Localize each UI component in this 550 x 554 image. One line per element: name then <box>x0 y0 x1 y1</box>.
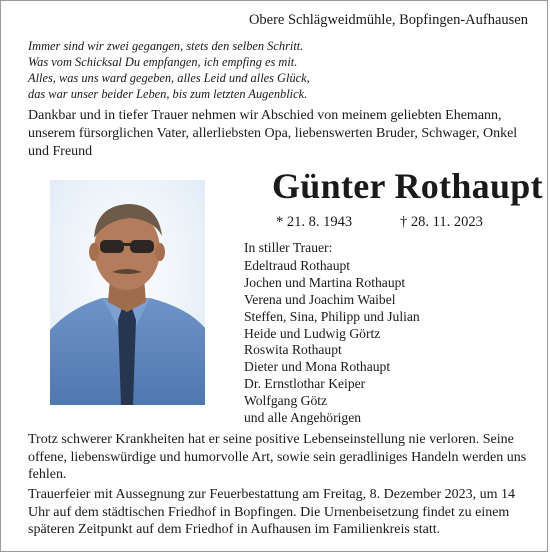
mourner-name: Steffen, Sina, Philipp und Julian <box>244 308 420 324</box>
poem-line: Immer sind wir zwei gegangen, stets den selben Schritt. <box>28 39 304 53</box>
poem-line: Alles, was uns ward gegeben, alles Leid und alles Glück, <box>28 71 310 85</box>
mourner-name: Verena und Joachim Waibel <box>244 291 396 307</box>
mourners-list <box>244 240 420 427</box>
poem-line: das war unser beider Leben, bis zum letzten Augenblick. <box>28 87 308 101</box>
portrait-illustration <box>50 180 205 405</box>
mourner-name: Heide und Ludwig Görtz <box>244 325 381 341</box>
mourner-name: Edeltraud Rothaupt <box>244 257 351 273</box>
closing-text: Trotz schwerer Krankheiten hat er seine positive Lebenseinstellung nie verloren. Seine offene, liebenswürdige und humorvolle Art, sowie sein geradliniges Handeln werden uns fehlen. <box>28 432 527 482</box>
deceased-name: Günter Rothaupt <box>272 166 543 206</box>
location-line: Obere Schlägweidmühle, Bopfingen-Aufhausen <box>248 12 528 28</box>
poem <box>28 38 468 102</box>
funeral-notice: Trauerfeier mit Aussegnung zur Feuerbestattung am Freitag, 8. Dezember 2023, um 14 Uhr auf dem städtischen Friedhof in Bopfingen. Die Urnenbeisetzung findet zu einem späteren Zeitpunkt auf dem Friedhof in Aufhausen im Familienkreis statt. <box>28 487 516 537</box>
portrait-photo <box>50 180 205 405</box>
mourner-name: Jochen und Martina Rothaupt <box>244 274 406 290</box>
death-date: † 28. 11. 2023 <box>400 214 483 230</box>
mourners-heading: In stiller Trauer: <box>244 240 333 255</box>
mourner-name: Roswita Rothaupt <box>244 342 342 358</box>
mourner-name: Dr. Ernstlothar Keiper <box>244 376 366 392</box>
intro-text: Dankbar und in tiefer Trauer nehmen wir Abschied von meinem geliebten Ehemann, unserem fürsorglichen Vater, allerliebsten Opa, liebenswerten Bruder, Schwager, Onkel und Freund <box>28 108 518 159</box>
birth-date: * 21. 8. 1943 <box>276 214 353 230</box>
mourner-name: und alle Angehörigen <box>244 410 362 426</box>
poem-line: Was vom Schicksal Du empfangen, ich empfing es mit. <box>28 55 298 69</box>
mourner-name: Wolfgang Götz <box>244 393 328 409</box>
mourner-name: Dieter und Mona Rothaupt <box>244 359 391 375</box>
